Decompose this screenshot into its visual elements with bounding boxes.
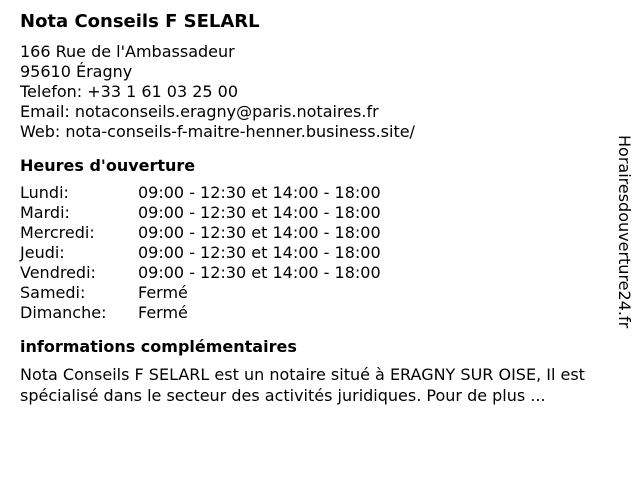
hours-row-wednesday (20, 223, 620, 243)
business-name: Nota Conseils F SELARL (20, 11, 260, 32)
hours-row-monday (20, 183, 620, 203)
hours-value: 09:00 - 12:30 et 14:00 - 18:00 (138, 183, 381, 202)
additional-info-text: Nota Conseils F SELARL est un notaire situé à ERAGNY SUR OISE, Il est spécialisé dans le secteur des activités juridiques. Pour de plus ... (20, 365, 585, 405)
hours-value: Fermé (138, 303, 188, 322)
phone-number: Telefon: +33 1 61 03 25 00 (20, 82, 239, 101)
opening-hours-table (20, 183, 620, 323)
hours-day: Jeudi: (20, 243, 65, 262)
hours-day: Mercredi: (20, 223, 95, 242)
hours-row-saturday (20, 283, 620, 303)
hours-value: 09:00 - 12:30 et 14:00 - 18:00 (138, 243, 381, 262)
address-city: 95610 Éragny (20, 62, 133, 81)
hours-row-tuesday (20, 203, 620, 223)
hours-day: Vendredi: (20, 263, 96, 282)
email-address: Email: notaconseils.eragny@paris.notaires.fr (20, 102, 379, 121)
hours-value: Fermé (138, 283, 188, 302)
hours-row-friday (20, 263, 620, 283)
additional-info-heading: informations complémentaires (20, 337, 297, 356)
hours-value: 09:00 - 12:30 et 14:00 - 18:00 (138, 223, 381, 242)
hours-day: Samedi: (20, 283, 86, 302)
hours-day: Lundi: (20, 183, 69, 202)
hours-day: Mardi: (20, 203, 70, 222)
contact-block (20, 42, 620, 142)
business-card (20, 10, 620, 406)
hours-row-sunday (20, 303, 620, 323)
website-url: Web: nota-conseils-f-maitre-henner.business.site/ (20, 122, 415, 141)
hours-value: 09:00 - 12:30 et 14:00 - 18:00 (138, 263, 381, 282)
watermark-text: Horairesdouverture24.fr (615, 135, 634, 329)
hours-value: 09:00 - 12:30 et 14:00 - 18:00 (138, 203, 381, 222)
address-street: 166 Rue de l'Ambassadeur (20, 42, 235, 61)
hours-row-thursday (20, 243, 620, 263)
opening-hours-heading: Heures d'ouverture (20, 156, 196, 175)
site-watermark (612, 135, 634, 345)
hours-day: Dimanche: (20, 303, 107, 322)
